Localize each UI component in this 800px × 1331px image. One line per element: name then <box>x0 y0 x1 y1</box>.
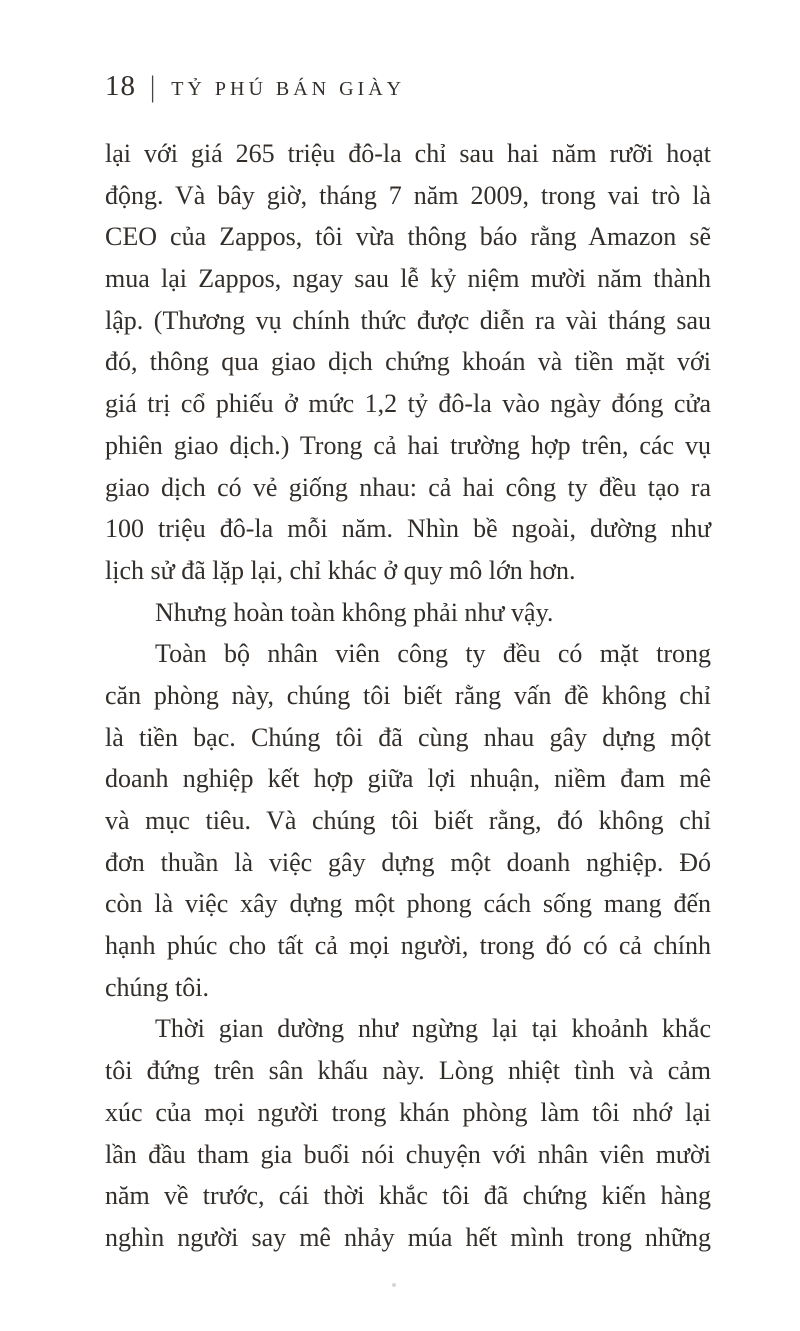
text-line: phiên giao dịch.) Trong cả hai trường hợp trên, các vụ <box>105 430 711 460</box>
page-number: 18 <box>105 70 136 102</box>
body-text <box>105 133 711 1259</box>
text-line: Nhưng hoàn toàn không phải như vậy. <box>155 597 554 627</box>
running-head-book-title: TỶ PHÚ BÁN GIÀY <box>171 78 406 100</box>
header-divider: | <box>150 69 156 104</box>
text-line: động. Và bây giờ, tháng 7 năm 2009, trong vai trò là <box>105 180 711 210</box>
page-header <box>105 70 405 103</box>
paragraph <box>105 592 711 634</box>
text-line: còn là việc xây dựng một phong cách sống mang đến <box>105 889 711 919</box>
text-line: doanh nghiệp kết hợp giữa lợi nhuận, niềm đam mê <box>105 764 711 794</box>
paragraph <box>105 633 711 1008</box>
text-line: là tiền bạc. Chúng tôi đã cùng nhau gây dựng một <box>105 722 711 752</box>
text-line: căn phòng này, chúng tôi biết rằng vấn đề không chỉ <box>105 680 711 710</box>
scan-artifact-dot <box>392 1283 396 1287</box>
text-line: lần đầu tham gia buổi nói chuyện với nhân viên mười <box>105 1139 711 1169</box>
text-line: đó, thông qua giao dịch chứng khoán và tiền mặt với <box>105 347 711 377</box>
text-line: lịch sử đã lặp lại, chỉ khác ở quy mô lớn hơn. <box>105 555 576 585</box>
paragraph <box>105 1008 711 1258</box>
text-line: xúc của mọi người trong khán phòng làm tôi nhớ lại <box>105 1097 711 1127</box>
text-line: lập. (Thương vụ chính thức được diễn ra vài tháng sau <box>105 305 711 335</box>
text-line: 100 triệu đô-la mỗi năm. Nhìn bề ngoài, dường như <box>105 514 711 544</box>
paragraph <box>105 133 711 592</box>
text-line: CEO của Zappos, tôi vừa thông báo rằng Amazon sẽ <box>105 222 711 252</box>
text-line: tôi đứng trên sân khấu này. Lòng nhiệt tình và cảm <box>105 1056 711 1086</box>
text-line: đơn thuần là việc gây dựng một doanh nghiệp. Đó <box>105 847 711 877</box>
text-line: Thời gian dường như ngừng lại tại khoảnh khắc <box>155 1014 711 1044</box>
text-line: lại với giá 265 triệu đô-la chỉ sau hai năm rưỡi hoạt <box>105 139 711 168</box>
text-line: nghìn người say mê nhảy múa hết mình trong những <box>105 1222 711 1252</box>
text-line: Toàn bộ nhân viên công ty đều có mặt trong <box>155 639 711 669</box>
text-line: giá trị cổ phiếu ở mức 1,2 tỷ đô-la vào ngày đóng cửa <box>105 389 711 419</box>
text-line: hạnh phúc cho tất cả mọi người, trong đó có cả chính <box>105 931 711 961</box>
text-line: giao dịch có vẻ giống nhau: cả hai công ty đều tạo ra <box>105 472 711 502</box>
text-line: năm về trước, cái thời khắc tôi đã chứng kiến hàng <box>105 1181 711 1211</box>
text-line: chúng tôi. <box>105 972 209 1002</box>
text-line: và mục tiêu. Và chúng tôi biết rằng, đó không chỉ <box>105 806 711 835</box>
text-line: mua lại Zappos, ngay sau lễ kỷ niệm mười năm thành <box>105 264 711 294</box>
